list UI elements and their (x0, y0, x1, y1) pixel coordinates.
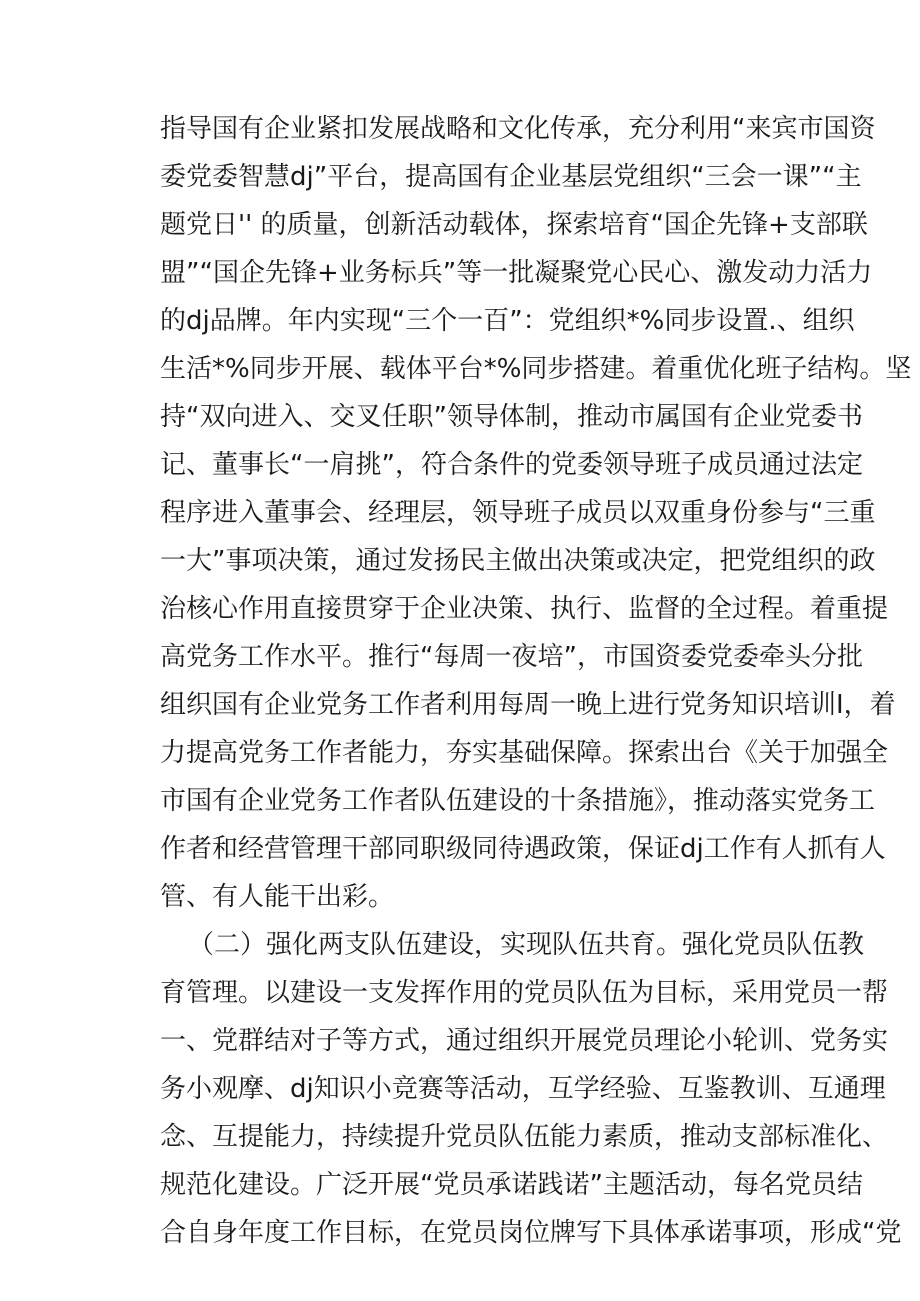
text-line: 务小观摩、dj知识小竞赛等活动，互学经验、互鉴教训、互通理 (160, 1074, 886, 1104)
text-line: 一大”事项决策，通过发扬民主做出决策或决定，把党组织的政 (160, 546, 876, 576)
text-line: 盟”“国企先锋+业务标兵”等一批凝聚党心民心、激发动力活力 (160, 258, 873, 288)
text-line: 的dj品牌。年内实现“三个一百”：党组织*%同步设置.、组织 (160, 306, 855, 336)
text-line: 记、董事长“一肩挑”，符合条件的党委领导班子成员通过法定 (160, 450, 863, 480)
text-line: 管、有人能干出彩。 (160, 882, 395, 912)
text-line: 一、党群结对子等方式，通过组织开展党员理论小轮训、党务实 (160, 1026, 889, 1056)
text-line: 念、互提能力，持续提升党员队伍能力素质，推动支部标准化、 (160, 1122, 889, 1152)
text-line: 指导国有企业紧扣发展战略和文化传承，充分利用“来宾市国资 (160, 114, 876, 144)
text-line: 育管理。以建设一支发挥作用的党员队伍为目标，采用党员一帮 (160, 978, 889, 1008)
text-line: 市国有企业党务工作者队伍建设的十条措施》，推动落实党务工 (160, 786, 876, 816)
text-line: 高党务工作水平。推行“每周一夜培”，市国资委党委牵头分批 (160, 642, 863, 672)
text-line: 规范化建设。广泛开展“党员承诺践诺”主题活动，每名党员结 (160, 1170, 863, 1200)
text-line: 力提高党务工作者能力，夯实基础保障。探索出台《关于加强全 (160, 738, 889, 768)
text-line: 题党日'' 的质量，创新活动载体，探索培育“国企先锋+支部联 (160, 210, 868, 240)
text-line: 持“双向进入、交叉任职”领导体制，推动市属国有企业党委书 (160, 402, 863, 432)
text-line: 委党委智慧dj”平台，提高国有企业基层党组织“三会一课”“主 (160, 162, 862, 192)
text-line: 治核心作用直接贯穿于企业决策、执行、监督的全过程。着重提 (160, 594, 889, 624)
text-line: 作者和经营管理干部同职级同待遇政策，保证dj工作有人抓有人 (160, 834, 886, 864)
text-line: 程序进入董事会、经理层，领导班子成员以双重身份参与“三重 (160, 498, 876, 528)
text-line: 生活*%同步开展、载体平台*%同步搭建。着重优化班子结构。坚 (160, 354, 912, 384)
text-line: 组织国有企业党务工作者利用每周一晚上进行党务知识培训I，着 (160, 690, 896, 720)
text-line: 合自身年度工作目标，在党员岗位牌写下具体承诺事项，形成“党 (160, 1218, 902, 1248)
section-heading-line: （二）强化两支队伍建设，实现队伍共育。强化党员队伍教 (188, 930, 865, 960)
